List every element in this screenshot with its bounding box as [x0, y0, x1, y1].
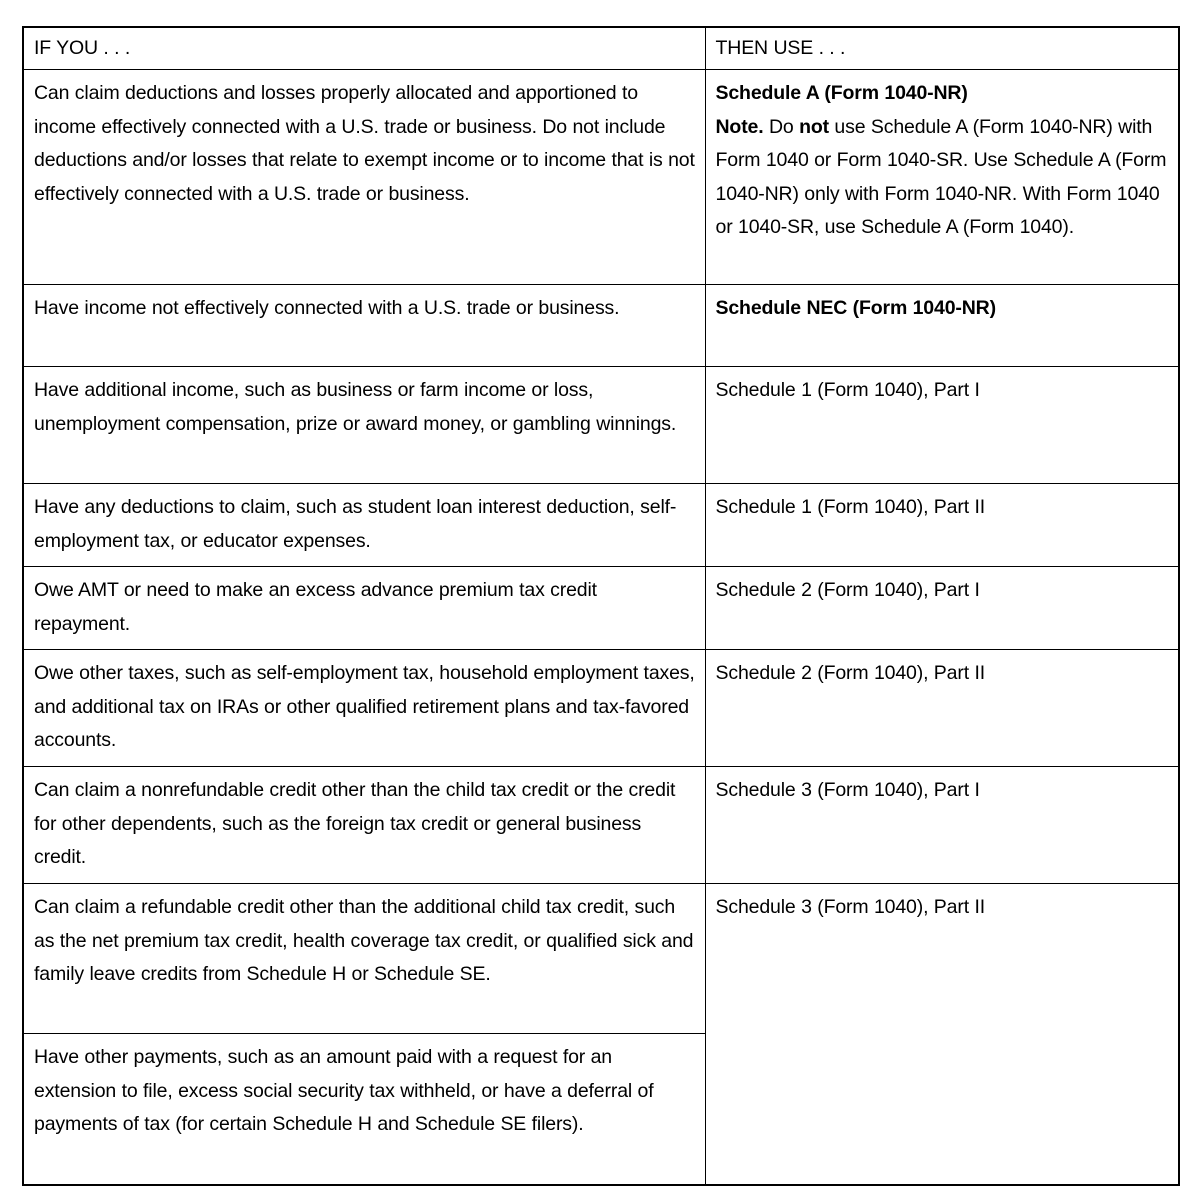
then-use-text-4: Schedule 1 (Form 1040), Part II — [715, 496, 985, 519]
then-use-note-1 — [716, 111, 1170, 245]
if-you-cell-2 — [23, 285, 705, 367]
table-row — [23, 285, 1179, 367]
if-you-text-3: Have additional income, such as business or farm income or loss, unemployment compensation, prize or award money, or gambling winnings. — [34, 379, 677, 435]
then-use-title-2: Schedule NEC (Form 1040-NR) — [715, 297, 996, 320]
then-use-text-7: Schedule 3 (Form 1040), Part I — [715, 779, 980, 802]
if-you-text-8: Can claim a refundable credit other than the additional child tax credit, such as the net premium tax credit, health coverage tax credit, or qualified sick and family leave credits from Schedule H or Schedule SE. — [34, 896, 694, 986]
if-you-cell-1 — [23, 70, 705, 285]
if-you-cell-3 — [23, 367, 705, 484]
if-you-cell-8 — [23, 884, 705, 1034]
note-emphasis-1: not — [799, 115, 829, 138]
note-part1-1: Do — [763, 115, 800, 138]
if-you-cell-4 — [23, 484, 705, 567]
then-use-cell-5 — [705, 567, 1179, 650]
if-you-text-2: Have income not effectively connected with a U.S. trade or business. — [34, 297, 620, 320]
if-you-text-7: Can claim a nonrefundable credit other than the child tax credit or the credit for other dependents, such as the foreign tax credit or general business credit. — [34, 779, 676, 869]
table-row — [23, 884, 1179, 1034]
table-row — [23, 70, 1179, 285]
then-use-cell-1 — [705, 70, 1179, 285]
then-use-cell-6 — [705, 650, 1179, 767]
then-use-cell-7 — [705, 767, 1179, 884]
then-use-text-6: Schedule 2 (Form 1040), Part II — [715, 662, 985, 685]
then-use-text-8: Schedule 3 (Form 1040), Part II — [715, 896, 985, 919]
then-use-cell-2 — [705, 285, 1179, 367]
table-row — [23, 767, 1179, 884]
header-cell-if-you — [23, 27, 705, 70]
if-you-cell-6 — [23, 650, 705, 767]
if-you-cell-5 — [23, 567, 705, 650]
note-label-1: Note. — [715, 115, 764, 138]
table-row — [23, 367, 1179, 484]
table-row — [23, 567, 1179, 650]
then-use-cell-3 — [705, 367, 1179, 484]
if-you-text-1: Can claim deductions and losses properly allocated and apportioned to income effectively connected with a U.S. trade or business. Do not include deductions and/or losses that relate to exempt income or to income that is not effectively connected with a U.S. trade or business. — [34, 82, 695, 205]
if-you-cell-9 — [23, 1034, 705, 1186]
table-header-row — [23, 27, 1179, 70]
table-row — [23, 650, 1179, 767]
header-label-then-use: THEN USE . . . — [715, 37, 846, 59]
if-you-text-9: Have other payments, such as an amount paid with a request for an extension to file, excess social security tax withheld, or have a deferral of payments of tax (for certain Schedule H and Schedule SE filers). — [34, 1046, 654, 1136]
if-you-text-4: Have any deductions to claim, such as student loan interest deduction, self-employment tax, or educator expenses. — [34, 496, 677, 552]
then-use-text-5: Schedule 2 (Form 1040), Part I — [715, 579, 980, 602]
if-you-text-6: Owe other taxes, such as self-employment tax, household employment taxes, and additional tax on IRAs or other qualified retirement plans and tax-favored accounts. — [34, 662, 695, 752]
then-use-title-1: Schedule A (Form 1040-NR) — [715, 82, 968, 105]
header-label-if-you: IF YOU . . . — [34, 37, 131, 59]
note-part2-1: use Schedule A (Form 1040-NR) with Form 1040 or Form 1040-SR. Use Schedule A (Form 1040-NR) only with Form 1040-NR. With Form 1040 or 1040-SR, use Schedule A (Form 1040). — [715, 115, 1167, 239]
then-use-text-3: Schedule 1 (Form 1040), Part I — [715, 379, 980, 402]
schedule-selection-table — [22, 26, 1180, 1186]
then-use-cell-8 — [705, 884, 1179, 1186]
then-use-cell-4 — [705, 484, 1179, 567]
if-you-text-5: Owe AMT or need to make an excess advance premium tax credit repayment. — [34, 579, 597, 635]
header-cell-then-use — [705, 27, 1179, 70]
table-row — [23, 484, 1179, 567]
if-you-cell-7 — [23, 767, 705, 884]
